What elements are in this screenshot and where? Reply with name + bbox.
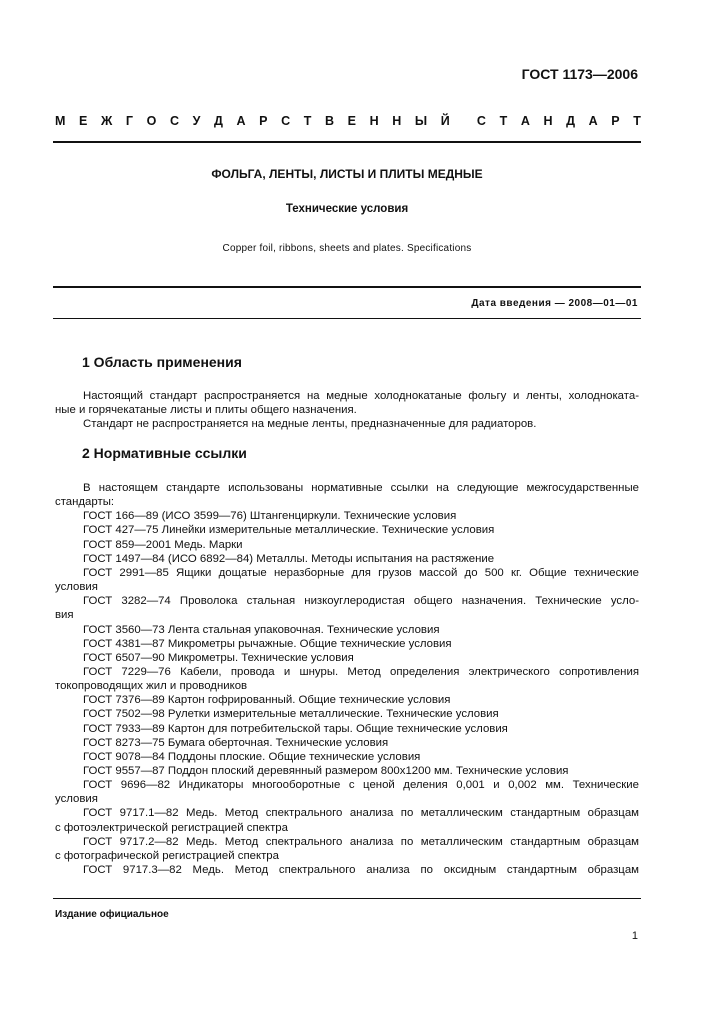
- section-1-line: Стандарт не распространяется на медные ленты, предназначенные для радиаторов.: [83, 418, 537, 430]
- section-2-line: ГОСТ 7229—76 Кабели, провода и шнуры. Метод определения электрического сопротивления: [83, 665, 639, 678]
- section-2-line: вия: [55, 609, 74, 622]
- section-2-line: условия: [55, 793, 98, 806]
- standard-type-letter: Р: [259, 114, 268, 128]
- standard-type-letter: А: [588, 114, 598, 128]
- section-2-line: ГОСТ 427—75 Линейки измерительные металлические. Технические условия: [83, 524, 495, 537]
- section-2-line: с фотографической регистрацией спектра: [55, 849, 279, 862]
- section-2-line: ГОСТ 3282—74 Проволока стальная низкоуглеродистая общего назначения. Технические усло-: [83, 595, 639, 608]
- section-2-line: ГОСТ 166—89 (ИСО 3599—76) Штангенциркули. Технические условия: [83, 510, 457, 523]
- section-2-line: ГОСТ 9717.2—82 Медь. Метод спектрального анализа по металлическим стандартным образцам: [83, 835, 639, 848]
- standard-type-letter: Р: [611, 114, 620, 128]
- standard-type-letter: А: [236, 114, 246, 128]
- section-2-line: ГОСТ 9717.1—82 Медь. Метод спектрального анализа по металлическим стандартным образцам: [83, 807, 639, 820]
- standard-type-letter: Н: [543, 114, 553, 128]
- section-1-heading: 1 Область применения: [82, 354, 242, 370]
- section-2-line: ГОСТ 2991—85 Ящики дощатые неразборные для грузов массой до 500 кг. Общие технические: [83, 566, 639, 579]
- section-2-line: ГОСТ 6507—90 Микрометры. Технические условия: [83, 651, 354, 664]
- standard-type-letter: Н: [369, 114, 379, 128]
- standard-type-letter: М: [55, 114, 66, 128]
- edition-note: Издание официальное: [55, 909, 169, 920]
- header-rule: [53, 141, 641, 143]
- standard-type-letter: В: [324, 114, 335, 128]
- section-2-line: условия: [55, 581, 98, 594]
- standard-type-letter: Т: [303, 114, 312, 128]
- standard-type-letter: Е: [347, 114, 356, 128]
- section-2-line: ГОСТ 9557—87 Поддон плоский деревянный размером 800х1200 мм. Технические условия: [83, 765, 569, 777]
- section-1-line: ные и горячекатаные листы и плиты общего назначения.: [55, 404, 357, 416]
- standard-type-letter: Ж: [100, 114, 113, 128]
- section-2-line: с фотоэлектрической регистрацией спектра: [55, 821, 288, 834]
- section-2-line: ГОСТ 8273—75 Бумага оберточная. Технические условия: [83, 736, 389, 749]
- page-number: 1: [631, 930, 638, 942]
- standard-type-letter: О: [146, 114, 157, 128]
- section-2-line: ГОСТ 9696—82 Индикаторы многооборотные с ценой деления 0,001 и 0,002 мм. Технические: [83, 779, 639, 792]
- standard-type-letter: Е: [79, 114, 88, 128]
- section-2-line: стандарты:: [55, 496, 115, 509]
- section-2-line: ГОСТ 7933—89 Картон для потребительской тары. Общие технические условия: [83, 722, 508, 735]
- standard-type-letter: Н: [392, 114, 402, 128]
- section-2-line: ГОСТ 859—2001 Медь. Марки: [83, 538, 243, 551]
- section-2-line: ГОСТ 1497—84 (ИСО 6892—84) Металлы. Методы испытания на растяжение: [83, 552, 495, 565]
- standard-type-letter: С: [476, 114, 486, 128]
- title-rule: [53, 286, 641, 288]
- standard-type-letter: Т: [633, 114, 641, 128]
- document-title-english: Copper foil, ribbons, sheets and plates. Specifications: [222, 243, 472, 254]
- section-2-line: ГОСТ 9717.3—82 Медь. Метод спектрального анализа по оксидным стандартным образцам: [83, 864, 639, 877]
- standard-type-letter: У: [192, 114, 201, 128]
- section-2-heading: 2 Нормативные ссылки: [82, 445, 247, 461]
- document-subtitle: Технические условия: [285, 203, 409, 215]
- section-2-line: В настоящем стандарте использованы нормативные ссылки на следующие межгосударственные: [83, 482, 639, 494]
- standard-type-letter: Ы: [414, 114, 428, 128]
- document-number: ГОСТ 1173—2006: [521, 66, 638, 82]
- standard-type-letter: С: [281, 114, 291, 128]
- section-2-line: токопроводящих жил и проводников: [55, 680, 248, 693]
- section-2-line: ГОСТ 7376—89 Картон гофрированный. Общие технические условия: [83, 694, 451, 707]
- standard-type-letter: С: [169, 114, 179, 128]
- introduction-date: Дата введения — 2008—01—01: [471, 298, 638, 309]
- section-1-line: Настоящий стандарт распространяется на медные холоднокатаные фольгу и ленты, холодноката-: [83, 390, 639, 402]
- standard-type-letter: Д: [213, 114, 223, 128]
- standard-type-letter: Т: [499, 114, 508, 128]
- date-rule: [53, 318, 641, 319]
- footer-rule: [53, 898, 641, 899]
- standard-type-letter: Г: [125, 114, 133, 128]
- section-2-line: ГОСТ 7502—98 Рулетки измерительные металлические. Технические условия: [83, 708, 499, 721]
- standard-type-letter: А: [520, 114, 530, 128]
- standard-type-heading: [55, 114, 641, 128]
- document-title: ФОЛЬГА, ЛЕНТЫ, ЛИСТЫ И ПЛИТЫ МЕДНЫЕ: [211, 167, 483, 181]
- section-2-line: ГОСТ 9078—84 Поддоны плоские. Общие технические условия: [83, 750, 421, 763]
- section-2-line: ГОСТ 4381—87 Микрометры рычажные. Общие технические условия: [83, 637, 452, 650]
- standard-type-letter: Й: [440, 114, 450, 128]
- section-2-line: ГОСТ 3560—73 Лента стальная упаковочная. Технические условия: [83, 623, 440, 636]
- standard-type-letter: Д: [566, 114, 575, 128]
